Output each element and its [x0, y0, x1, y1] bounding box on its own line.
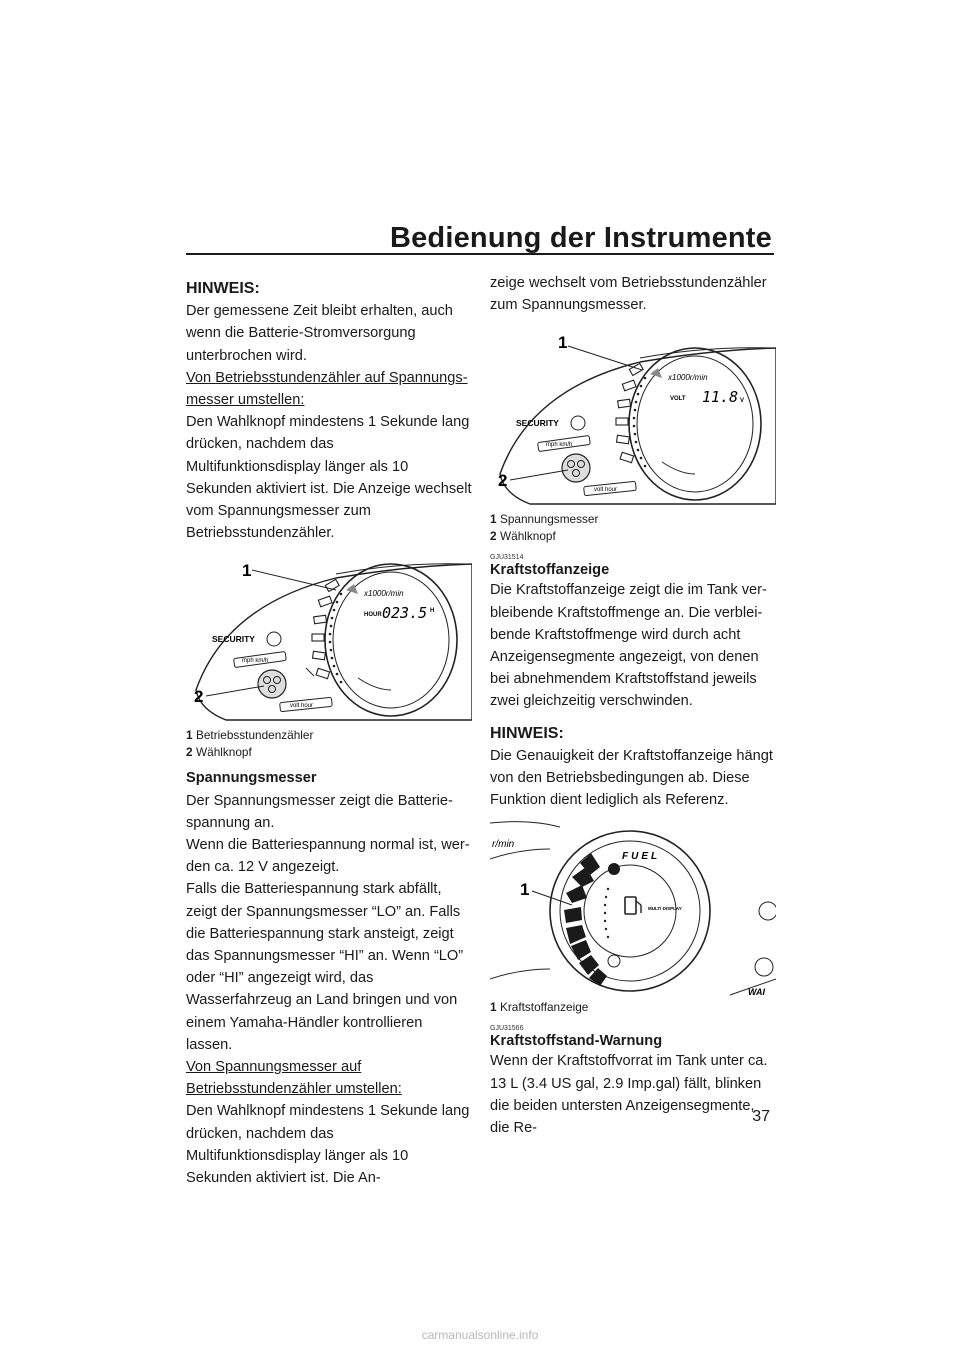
section-heading: Kraftstoffstand-Warnung [490, 1033, 663, 1050]
callout-1: 1 [558, 334, 568, 353]
instrument-illustration [186, 550, 472, 725]
paragraph: Die Genauigkeit der Kraftstoffanzeige hängt von den Betriebsbedingungen ab. Diese Funktion dient lediglich als Referenz. [490, 747, 773, 809]
rpm-label: r/min [492, 839, 515, 851]
left-column [186, 272, 472, 1189]
speed-button-label: mph km/h [546, 442, 573, 449]
fuel-label: FUEL [622, 851, 661, 863]
rpm-label: x1000r/min [364, 589, 404, 599]
subheading: Von Betriebsstundenzähler auf Spannungsmesser umstellen: [186, 369, 468, 409]
legend-item: 1 Betriebsstundenzähler [186, 728, 314, 743]
instrument-illustration [490, 334, 776, 509]
paragraph: Der Spannungsmesser zeigt die Batteriespannung an. [186, 792, 453, 831]
note-heading: HINWEIS: [490, 724, 564, 742]
callout-1: 1 [520, 880, 530, 900]
paragraph: zeige wechselt vom Betriebsstundenzähler zum Spannungsmesser. [490, 275, 767, 314]
select-knob[interactable] [258, 670, 286, 698]
legend-item: 2 Wählknopf [186, 745, 252, 760]
figure-fuel-gauge [490, 819, 776, 997]
page-title: Bedienung der Instrumente [389, 222, 772, 254]
legend-item: 1 Kraftstoffanzeige [490, 1000, 589, 1015]
fuel-segments [564, 853, 607, 986]
footer-watermark: carmanualsonline.info [421, 1328, 539, 1342]
figure-legend [186, 727, 472, 761]
title-rule [186, 253, 774, 255]
paragraph: Den Wahlknopf mindestens 1 Sekunde lang drücken, nachdem das Multifunktionsdisplay länger als 10 Sekunden aktiviert ist. Die Anzeige wechselt vom Spannungsmesser zum Betriebsstundenzähler. [186, 414, 472, 542]
section-code: GJU31566 [490, 1025, 524, 1033]
fuel-pump-icon [625, 897, 636, 914]
note-heading: HINWEIS: [186, 280, 260, 297]
page-number: 37 [752, 1108, 770, 1125]
fuel-gauge-illustration [490, 819, 776, 997]
select-knob[interactable] [562, 454, 590, 482]
callout-2: 2 [194, 687, 204, 707]
security-label: SECURITY [212, 634, 255, 645]
right-column [490, 272, 776, 1139]
paragraph: Falls die Batteriespannung stark abfällt, zeigt der Spannungsmesser “LO” an. Falls die Batteriespannung stark ansteigt, zeigt das Spannungsmesser “HI” an. Wenn “LO” oder “HI” angezeigt wird, das Wasserfahrzeug an Land bringen und von einem Yamaha-Händler kontrollieren lassen. [186, 881, 464, 1053]
lcd-unit: H [430, 608, 435, 615]
volt-label: VOLT [670, 396, 686, 403]
paragraph: Wenn die Batteriespannung normal ist, werden ca. 12 V angezeigt. [186, 837, 470, 876]
callout-2: 2 [498, 471, 508, 491]
paragraph: Den Wahlknopf mindestens 1 Sekunde lang drücken, nachdem das Multifunktionsdisplay länger als 10 Sekunden aktiviert ist. Die An- [186, 1103, 470, 1187]
lcd-unit: V [740, 398, 745, 405]
lcd-readout: 023.5 [382, 604, 428, 623]
legend-item: 2 Wählknopf [490, 529, 556, 544]
section-heading: Spannungsmesser [186, 770, 317, 787]
rpm-label: x1000r/min [668, 373, 708, 383]
figure-hour-meter [186, 550, 472, 725]
lcd-readout: 11.8 [702, 388, 739, 407]
multi-display-label: MULTI DISPLAY [648, 906, 682, 912]
figure-legend [490, 999, 776, 1016]
subheading: Von Spannungsmesser auf Betriebsstundenzähler umstellen: [186, 1059, 402, 1098]
warning-label: WAI [748, 987, 765, 998]
hour-label: HOUR [364, 612, 382, 619]
paragraph: Der gemessene Zeit bleibt erhalten, auch wenn die Batterie-Stromversorgung unterbrochen wird. [186, 303, 453, 364]
figure-volt-meter [490, 334, 776, 509]
paragraph: Die Kraftstoffanzeige zeigt die im Tank verbleibende Kraftstoffmenge an. Die verbleibende Kraftstoffmenge wird durch acht Anzeigensegmente angezeigt, von denen bei abnehmendem Kraftstoffstand jeweils zwei gleichzeitig verschwinden. [490, 582, 767, 710]
volt-button-label: volt hour [290, 703, 314, 710]
legend-item: 1 Spannungsmesser [490, 512, 599, 527]
section-heading: Kraftstoffanzeige [490, 562, 610, 579]
volt-button-label: volt hour [594, 487, 618, 494]
security-label: SECURITY [516, 418, 559, 429]
figure-legend [490, 511, 776, 545]
callout-1: 1 [242, 561, 252, 581]
section-code: GJU31514 [490, 554, 524, 562]
speed-button-label: mph km/h [242, 658, 269, 665]
paragraph: Wenn der Kraftstoffvorrat im Tank unter ca. 13 L (3.4 US gal, 2.9 Imp.gal) fällt, blinken die beiden untersten Anzeigensegmente, die Re- [490, 1053, 768, 1137]
